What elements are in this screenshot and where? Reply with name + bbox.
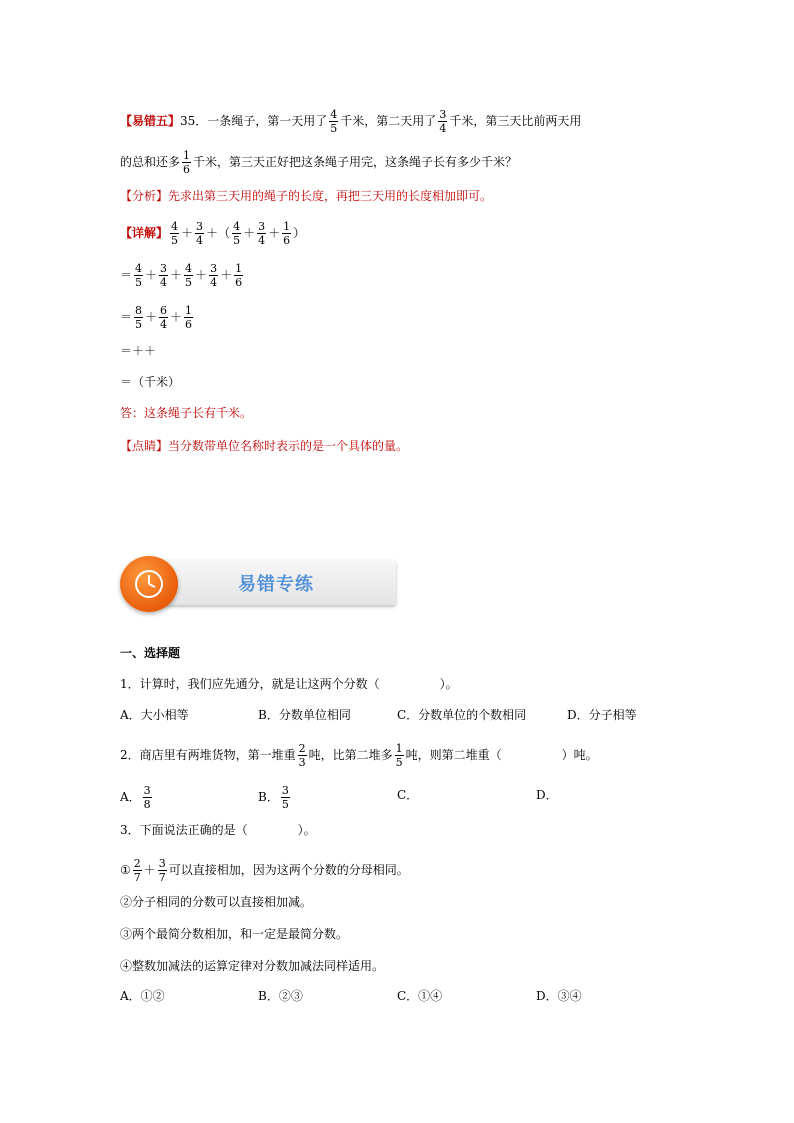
q1-option-a: A．大小相等 [120,708,189,722]
q2-option-c: C． [397,788,419,802]
q3-option-b: B．②③ [258,989,303,1003]
detail-line: 【详解】 $\frac{4}{5}$ ＋ $\frac{3}{4}$ ＋（ $\frac{4}{5}$ ＋ $\frac{3}{4}$ ＋ $\frac{1}{6}$ ） [120,220,306,247]
fraction: $\frac{4}{5}$ [330,108,338,135]
q3-option-d: D．③④ [536,989,582,1003]
section-title: 一、选择题 [120,646,181,660]
problem-text: 千米，第三天比前两天用 [449,114,582,128]
calc-step-4: ＝（千米） [120,375,181,389]
tip: 【点睛】当分数带单位名称时表示的是一个具体的量。 [120,439,409,453]
q3-option-a: A．①② [120,989,165,1003]
detail-tag: 【详解】 [120,226,169,240]
fraction: $\frac{3}{4}$ [439,108,447,135]
calc-step-2: ＝ $\frac{8}{5}$ ＋ $\frac{6}{4}$ ＋ $\frac{1}{6}$ [120,304,193,331]
fraction: $\frac{1}{6}$ [183,149,191,176]
q3-option-c: C．①④ [397,989,443,1003]
q2-option-d: D． [536,788,558,802]
q1-option-d: D．分子相等 [567,708,637,722]
question-3: 3．下面说法正确的是（ ）。 [120,823,316,837]
banner-title: 易错专练 [238,574,314,595]
problem-text: 千米，第二天用了 [340,114,437,128]
question-2: 2．商店里有两堆货物，第一堆重 $\frac{2}{3}$ 吨，比第二堆多 $\frac{1}{5}$ 吨，则第二堆重（ ）吨。 [120,742,598,769]
q3-statement-2: ②分子相同的分数可以直接相加减。 [120,895,313,909]
problem-text: 35．一条绳子，第一天用了 [180,114,328,128]
q2-option-b: B． $\frac{3}{5}$ [258,784,289,811]
error-tag: 【易错五】 [120,114,181,128]
clock-icon [120,556,178,612]
q2-option-a: A． $\frac{3}{8}$ [120,784,151,811]
calc-step-3: ＝＋＋ [120,344,157,358]
q3-statement-3: ③两个最简分数相加，和一定是最简分数。 [120,927,349,941]
q1-option-c: C．分数单位的个数相同 [397,708,527,722]
question-1: 1．计算时，我们应先通分，就是让这两个分数（ ）。 [120,677,458,691]
q1-option-b: B．分数单位相同 [258,708,351,722]
section-banner [120,556,396,612]
problem-line-1 [120,108,581,135]
analysis: 【分析】先求出第三天用的绳子的长度，再把三天用的长度相加即可。 [120,189,493,203]
q3-statement-4: ④整数加减法的运算定律对分数加减法同样适用。 [120,959,385,973]
q3-statement-1: ① $\frac{2}{7}$ ＋ $\frac{3}{7}$ 可以直接相加，因为这两个分数的分母相同。 [120,857,409,884]
problem-text: 的总和还多 [120,155,181,169]
problem-text: 千米，第三天正好把这条绳子用完，这条绳子长有多少千米？ [193,155,518,169]
answer: 答：这条绳子长有千米。 [120,406,253,420]
calc-step-1: ＝ $\frac{4}{5}$ ＋ $\frac{3}{4}$ ＋ $\frac{4}{5}$ ＋ $\frac{3}{4}$ ＋ $\frac{1}{6}$ [120,262,243,289]
problem-line-2 [120,149,517,176]
